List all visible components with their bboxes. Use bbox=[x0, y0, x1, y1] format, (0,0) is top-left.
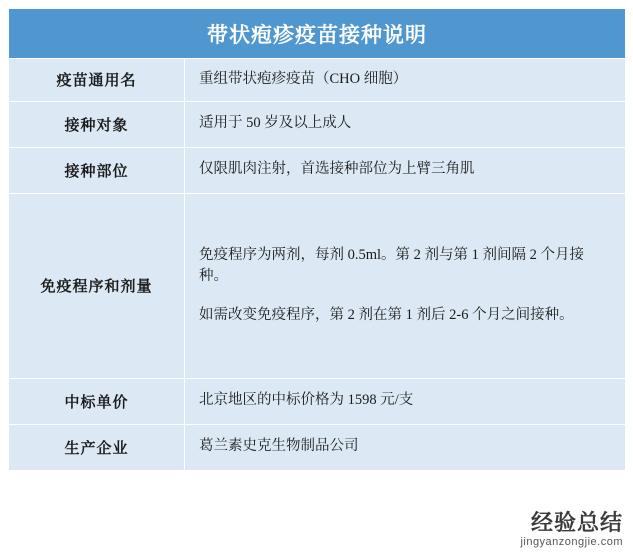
row-label-target-group: 接种对象 bbox=[9, 101, 185, 147]
table-row-title bbox=[9, 9, 626, 59]
row-label-generic-name: 疫苗通用名 bbox=[9, 59, 185, 102]
table-title: 带状疱疹疫苗接种说明 bbox=[9, 9, 626, 59]
row-value-bid-price: 北京地区的中标价格为 1598 元/支 bbox=[185, 378, 626, 424]
row-value-manufacturer: 葛兰素史克生物制品公司 bbox=[185, 424, 626, 470]
table-row bbox=[9, 424, 626, 470]
schedule-paragraph-2: 如需改变免疫程序，第 2 剂在第 1 剂后 2-6 个月之间接种。 bbox=[199, 307, 574, 324]
row-label-bid-price: 中标单价 bbox=[9, 378, 185, 424]
watermark-main-text: 经验总结 bbox=[530, 510, 623, 535]
row-value-generic-name: 重组带状疱疹疫苗（CHO 细胞） bbox=[185, 59, 626, 102]
document-page bbox=[0, 8, 633, 556]
table-row bbox=[9, 193, 626, 378]
row-label-manufacturer: 生产企业 bbox=[9, 424, 185, 470]
row-value-injection-site: 仅限肌肉注射，首选接种部位为上臂三角肌 bbox=[185, 147, 626, 193]
row-label-injection-site: 接种部位 bbox=[9, 147, 185, 193]
table-row bbox=[9, 378, 626, 424]
row-value-target-group: 适用于 50 岁及以上成人 bbox=[185, 101, 626, 147]
table-row bbox=[9, 59, 626, 102]
row-value-schedule-dose bbox=[185, 193, 626, 378]
table-row bbox=[9, 147, 626, 193]
vaccine-info-table bbox=[8, 8, 626, 471]
watermark bbox=[520, 512, 623, 548]
row-label-schedule-dose: 免疫程序和剂量 bbox=[9, 193, 185, 378]
schedule-paragraph-1: 免疫程序为两剂，每剂 0.5ml。第 2 剂与第 1 剂间隔 2 个月接种。 bbox=[199, 247, 585, 285]
table-row bbox=[9, 101, 626, 147]
watermark-sub-text: jingyanzongjie.com bbox=[520, 536, 623, 548]
